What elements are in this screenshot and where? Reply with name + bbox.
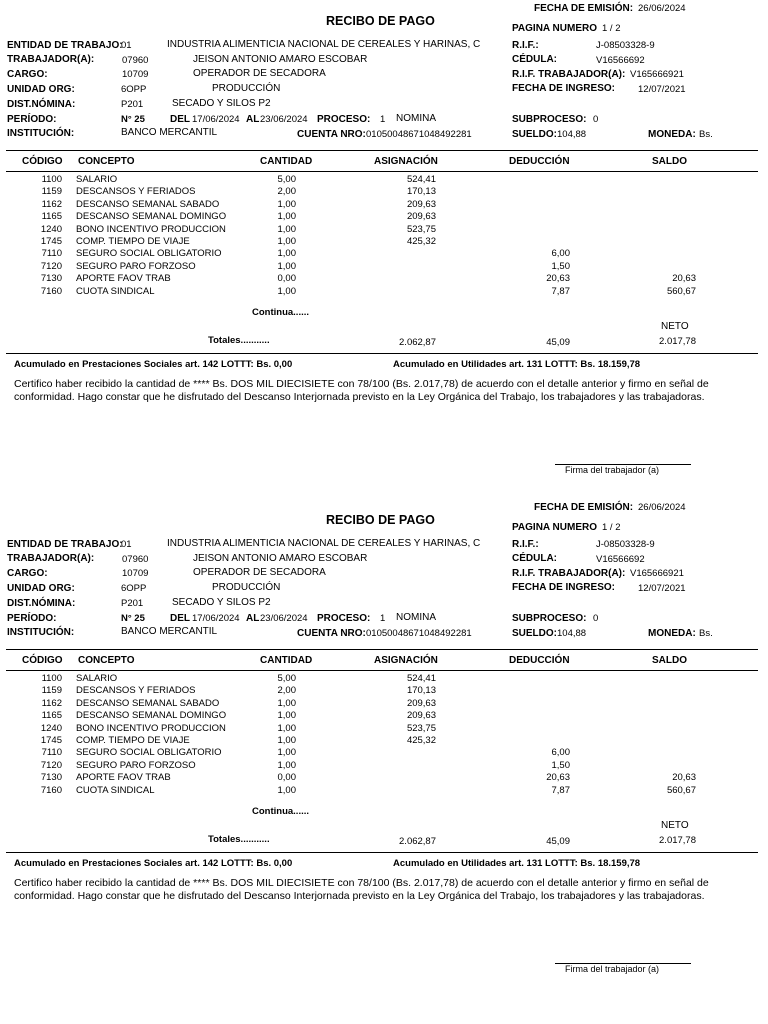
total-deduccion: 45,09: [546, 337, 570, 348]
row-deduccion: 7,87: [551, 285, 570, 297]
row-asignacion: 524,41: [406, 174, 436, 185]
row-codigo: 1240: [40, 223, 62, 235]
receipt-title: RECIBO DE PAGO: [326, 513, 435, 527]
cargo-name: OPERADOR DE SECADORA: [193, 68, 326, 79]
moneda-label: MONEDA:: [648, 628, 696, 639]
dist-name: SECADO Y SILOS P2: [172, 98, 271, 109]
row-asignacion: 209,63: [406, 211, 436, 223]
row-cantidad: 1,00: [277, 260, 296, 272]
row-cantidad: 1,00: [277, 248, 296, 260]
totals-rule: [6, 852, 758, 853]
rif-trab-label: R.I.F. TRABAJADOR(A):: [512, 69, 626, 80]
row-cantidad: 1,00: [277, 211, 296, 223]
row-concepto: DESCANSO SEMANAL DOMINGO: [76, 211, 227, 223]
row-asignacion: 209,63: [406, 198, 436, 210]
subproceso-value: 0: [593, 613, 599, 624]
institucion-value: BANCO MERCANTIL: [121, 127, 218, 138]
cuenta-label: CUENTA NRO:: [297, 129, 366, 140]
sueldo-label: SUELDO:: [512, 628, 557, 639]
row-cantidad: 1,00: [277, 710, 296, 722]
pagina-value: 1 / 2: [602, 522, 621, 533]
col-cantidad: CANTIDAD: [260, 655, 313, 666]
trabajador-code: 07960: [122, 554, 149, 565]
al-date: 23/06/2024: [260, 613, 308, 624]
cargo-label: CARGO:: [7, 69, 48, 80]
payment-receipt-2: [0, 499, 768, 999]
institucion-label: INSTITUCIÓN:: [7, 627, 75, 638]
al-label: AL: [246, 114, 260, 125]
totales-label: Totales...........: [208, 335, 270, 346]
trabajador-label: TRABAJADOR(A):: [7, 553, 95, 564]
continua-text: Continua......: [252, 806, 309, 817]
table-header-rule: [6, 171, 758, 172]
row-concepto: BONO INCENTIVO PRODUCCION: [76, 722, 226, 734]
row-cantidad: 5,00: [277, 174, 296, 185]
total-neto: 2.017,78: [659, 336, 696, 347]
payment-receipt-1: [0, 0, 768, 500]
col-codigo: CÓDIGO: [22, 156, 63, 167]
row-cantidad: 1,00: [277, 759, 296, 771]
subproceso-label: SUBPROCESO:: [512, 613, 587, 624]
row-concepto: BONO INCENTIVO PRODUCCION: [76, 223, 226, 235]
periodo-label: PERÍODO:: [7, 114, 57, 125]
acumulado-utilidades: Acumulado en Utilidades art. 131 LOTTT: Bs. 18.159,78: [393, 858, 641, 869]
del-date: 17/06/2024: [192, 613, 240, 624]
row-codigo: 1100: [41, 673, 62, 684]
institucion-value: BANCO MERCANTIL: [121, 626, 218, 637]
moneda-label: MONEDA:: [648, 129, 696, 140]
row-asignacion: 425,32: [406, 236, 436, 247]
row-codigo: 1745: [40, 735, 62, 746]
row-concepto: DESCANSO SEMANAL SABADO: [76, 697, 220, 709]
row-saldo: 560,67: [666, 285, 696, 297]
trabajador-label: TRABAJADOR(A):: [7, 54, 95, 65]
trabajador-name: JEISON ANTONIO AMARO ESCOBAR: [193, 54, 368, 65]
row-concepto: APORTE FAOV TRAB: [76, 273, 171, 285]
row-cantidad: 1,00: [277, 747, 296, 759]
row-concepto: SEGURO SOCIAL OBLIGATORIO: [76, 248, 222, 260]
row-cantidad: 1,00: [277, 735, 296, 746]
row-concepto: CUOTA SINDICAL: [76, 784, 155, 796]
cuenta-value: 01050048671048492281: [366, 628, 472, 639]
row-cantidad: 5,00: [277, 673, 296, 684]
periodo-number: N° 25: [121, 613, 145, 624]
del-label: DEL: [170, 114, 190, 125]
row-cantidad: 1,00: [277, 223, 296, 235]
row-codigo: 1162: [41, 697, 62, 709]
subproceso-label: SUBPROCESO:: [512, 114, 587, 125]
dist-label: DIST.NÓMINA:: [7, 99, 76, 110]
entidad-name: INDUSTRIA ALIMENTICIA NACIONAL DE CEREALES Y HARINAS, C: [167, 538, 481, 549]
neto-label: NETO: [661, 820, 689, 831]
cuenta-value: 01050048671048492281: [366, 129, 472, 140]
row-codigo: 1240: [40, 722, 62, 734]
periodo-label: PERÍODO:: [7, 613, 57, 624]
row-codigo: 1745: [40, 236, 62, 247]
sueldo-value: 104,88: [557, 628, 587, 639]
row-codigo: 7120: [40, 759, 62, 771]
total-asignacion: 2.062,87: [399, 836, 436, 847]
row-codigo: 7110: [41, 248, 62, 260]
entidad-label: ENTIDAD DE TRABAJO:: [7, 539, 123, 550]
unidad-label: UNIDAD ORG:: [7, 84, 75, 95]
rif-trab-value: V165666921: [630, 69, 684, 80]
al-date: 23/06/2024: [260, 114, 308, 125]
pagina-value: 1 / 2: [602, 23, 621, 34]
row-concepto: DESCANSOS Y FERIADOS: [76, 186, 196, 198]
row-asignacion: 524,41: [406, 673, 436, 684]
row-concepto: SEGURO PARO FORZOSO: [76, 260, 196, 272]
dist-code: P201: [121, 99, 144, 110]
row-deduccion: 1,50: [551, 759, 570, 771]
total-neto: 2.017,78: [659, 835, 696, 846]
row-asignacion: 209,63: [406, 710, 436, 722]
fecha-ingreso-value: 12/07/2021: [638, 583, 686, 594]
signature-caption: Firma del trabajador (a): [565, 964, 660, 974]
cuenta-label: CUENTA NRO:: [297, 628, 366, 639]
row-codigo: 7130: [40, 772, 62, 784]
row-concepto: DESCANSO SEMANAL SABADO: [76, 198, 220, 210]
row-asignacion: 170,13: [406, 186, 436, 198]
row-concepto: SEGURO SOCIAL OBLIGATORIO: [76, 747, 222, 759]
row-concepto: DESCANSOS Y FERIADOS: [76, 685, 196, 697]
row-deduccion: 1,50: [551, 260, 570, 272]
row-concepto: SALARIO: [76, 174, 118, 185]
dist-label: DIST.NÓMINA:: [7, 598, 76, 609]
row-codigo: 1100: [41, 174, 62, 185]
sueldo-label: SUELDO:: [512, 129, 557, 140]
unidad-code: 6OPP: [121, 84, 147, 95]
unidad-code: 6OPP: [121, 583, 147, 594]
col-asignacion: ASIGNACIÓN: [374, 655, 438, 666]
continua-text: Continua......: [252, 307, 309, 318]
row-codigo: 7160: [40, 784, 62, 796]
cargo-name: OPERADOR DE SECADORA: [193, 567, 326, 578]
totals-rule: [6, 353, 758, 354]
row-deduccion: 6,00: [551, 747, 570, 759]
unidad-label: UNIDAD ORG:: [7, 583, 75, 594]
row-codigo: 7110: [41, 747, 62, 759]
rif-label: R.I.F.:: [512, 40, 539, 51]
row-codigo: 1159: [41, 186, 62, 198]
row-concepto: CUOTA SINDICAL: [76, 285, 155, 297]
row-cantidad: 1,00: [277, 198, 296, 210]
dist-name: SECADO Y SILOS P2: [172, 597, 271, 608]
table-top-rule: [6, 150, 758, 151]
col-deduccion: DEDUCCIÓN: [509, 655, 570, 666]
row-concepto: COMP. TIEMPO DE VIAJE: [76, 735, 190, 746]
neto-label: NETO: [661, 321, 689, 332]
row-asignacion: 209,63: [406, 697, 436, 709]
cedula-value: V16566692: [596, 55, 645, 66]
entidad-label: ENTIDAD DE TRABAJO:: [7, 40, 123, 51]
del-label: DEL: [170, 613, 190, 624]
rif-value: J-08503328-9: [596, 40, 655, 51]
row-codigo: 7120: [40, 260, 62, 272]
row-deduccion: 7,87: [551, 784, 570, 796]
fecha-ingreso-label: FECHA DE INGRESO:: [512, 83, 615, 94]
al-label: AL: [246, 613, 260, 624]
row-saldo: 20,63: [672, 772, 696, 784]
row-deduccion: 20,63: [546, 772, 570, 784]
fecha-ingreso-label: FECHA DE INGRESO:: [512, 582, 615, 593]
col-asignacion: ASIGNACIÓN: [374, 156, 438, 167]
row-concepto: SALARIO: [76, 673, 118, 684]
row-cantidad: 2,00: [277, 685, 296, 697]
row-deduccion: 20,63: [546, 273, 570, 285]
row-asignacion: 170,13: [406, 685, 436, 697]
entidad-code: 01: [121, 40, 132, 51]
fecha-emision-value: 26/06/2024: [638, 502, 686, 513]
del-date: 17/06/2024: [192, 114, 240, 125]
col-concepto: CONCEPTO: [78, 156, 135, 167]
total-asignacion: 2.062,87: [399, 337, 436, 348]
rif-trab-label: R.I.F. TRABAJADOR(A):: [512, 568, 626, 579]
unidad-name: PRODUCCIÓN: [212, 83, 281, 94]
col-cantidad: CANTIDAD: [260, 156, 313, 167]
acumulado-prestaciones: Acumulado en Prestaciones Sociales art. 142 LOTTT: Bs. 0,00: [14, 858, 293, 869]
dist-code: P201: [121, 598, 144, 609]
subproceso-value: 0: [593, 114, 599, 125]
rif-value: J-08503328-9: [596, 539, 655, 550]
proceso-label: PROCESO:: [317, 114, 371, 125]
row-cantidad: 2,00: [277, 186, 296, 198]
table-header-rule: [6, 670, 758, 671]
row-asignacion: 523,75: [406, 223, 436, 235]
row-codigo: 7160: [40, 285, 62, 297]
pagina-label: PAGINA NUMERO: [512, 522, 597, 533]
row-codigo: 1165: [41, 710, 62, 722]
rif-label: R.I.F.:: [512, 539, 539, 550]
fecha-emision-label: FECHA DE EMISIÓN:: [534, 3, 634, 14]
row-cantidad: 0,00: [277, 273, 296, 285]
row-saldo: 20,63: [672, 273, 696, 285]
receipt-title: RECIBO DE PAGO: [326, 14, 435, 28]
row-deduccion: 6,00: [551, 248, 570, 260]
col-deduccion: DEDUCCIÓN: [509, 156, 570, 167]
proceso-label: PROCESO:: [317, 613, 371, 624]
table-top-rule: [6, 649, 758, 650]
acumulado-utilidades: Acumulado en Utilidades art. 131 LOTTT: Bs. 18.159,78: [393, 359, 641, 370]
row-cantidad: 1,00: [277, 236, 296, 247]
proceso-name: NOMINA: [396, 113, 436, 124]
col-saldo: SALDO: [652, 655, 687, 666]
row-cantidad: 1,00: [277, 285, 296, 297]
cedula-label: CÉDULA:: [512, 553, 557, 564]
row-cantidad: 1,00: [277, 722, 296, 734]
entidad-name: INDUSTRIA ALIMENTICIA NACIONAL DE CEREALES Y HARINAS, C: [167, 39, 481, 50]
trabajador-code: 07960: [122, 55, 149, 66]
col-saldo: SALDO: [652, 156, 687, 167]
cedula-value: V16566692: [596, 554, 645, 565]
proceso-num: 1: [380, 613, 386, 624]
row-asignacion: 425,32: [406, 735, 436, 746]
cargo-code: 10709: [122, 69, 149, 80]
institucion-label: INSTITUCIÓN:: [7, 128, 75, 139]
acumulado-prestaciones: Acumulado en Prestaciones Sociales art. 142 LOTTT: Bs. 0,00: [14, 359, 293, 370]
cargo-label: CARGO:: [7, 568, 48, 579]
row-concepto: APORTE FAOV TRAB: [76, 772, 171, 784]
proceso-name: NOMINA: [396, 612, 436, 623]
total-deduccion: 45,09: [546, 836, 570, 847]
row-concepto: DESCANSO SEMANAL DOMINGO: [76, 710, 227, 722]
row-codigo: 1162: [41, 198, 62, 210]
col-concepto: CONCEPTO: [78, 655, 135, 666]
certification-text: Certifico haber recibido la cantidad de **** Bs. DOS MIL DIECISIETE con 78/100 (Bs. 2.017,78) de acuerdo con el detalle anterior y firmo en señal de conformidad. Hago constar que he disfrutado del Descanso Interjornada previsto en la Ley Orgánica del Trabajo, los trabajadores y las trabajadoras.: [14, 877, 709, 902]
pagina-label: PAGINA NUMERO: [512, 23, 597, 34]
proceso-num: 1: [380, 114, 386, 125]
rif-trab-value: V165666921: [630, 568, 684, 579]
row-cantidad: 0,00: [277, 772, 296, 784]
moneda-value: Bs.: [699, 129, 713, 140]
row-concepto: COMP. TIEMPO DE VIAJE: [76, 236, 190, 247]
certification-text: Certifico haber recibido la cantidad de **** Bs. DOS MIL DIECISIETE con 78/100 (Bs. 2.017,78) de acuerdo con el detalle anterior y firmo en señal de conformidad. Hago constar que he disfrutado del Descanso Interjornada previsto en la Ley Orgánica del Trabajo, los trabajadores y las trabajadoras.: [14, 378, 709, 403]
row-codigo: 1159: [41, 685, 62, 697]
fecha-ingreso-value: 12/07/2021: [638, 84, 686, 95]
row-concepto: SEGURO PARO FORZOSO: [76, 759, 196, 771]
cedula-label: CÉDULA:: [512, 54, 557, 65]
unidad-name: PRODUCCIÓN: [212, 582, 281, 593]
row-asignacion: 523,75: [406, 722, 436, 734]
entidad-code: 01: [121, 539, 132, 550]
cargo-code: 10709: [122, 568, 149, 579]
fecha-emision-label: FECHA DE EMISIÓN:: [534, 502, 634, 513]
row-cantidad: 1,00: [277, 697, 296, 709]
row-saldo: 560,67: [666, 784, 696, 796]
sueldo-value: 104,88: [557, 129, 587, 140]
trabajador-name: JEISON ANTONIO AMARO ESCOBAR: [193, 553, 368, 564]
signature-caption: Firma del trabajador (a): [565, 465, 660, 475]
col-codigo: CÓDIGO: [22, 655, 63, 666]
row-cantidad: 1,00: [277, 784, 296, 796]
fecha-emision-value: 26/06/2024: [638, 3, 686, 14]
row-codigo: 1165: [41, 211, 62, 223]
totales-label: Totales...........: [208, 834, 270, 845]
row-codigo: 7130: [40, 273, 62, 285]
moneda-value: Bs.: [699, 628, 713, 639]
periodo-number: N° 25: [121, 114, 145, 125]
